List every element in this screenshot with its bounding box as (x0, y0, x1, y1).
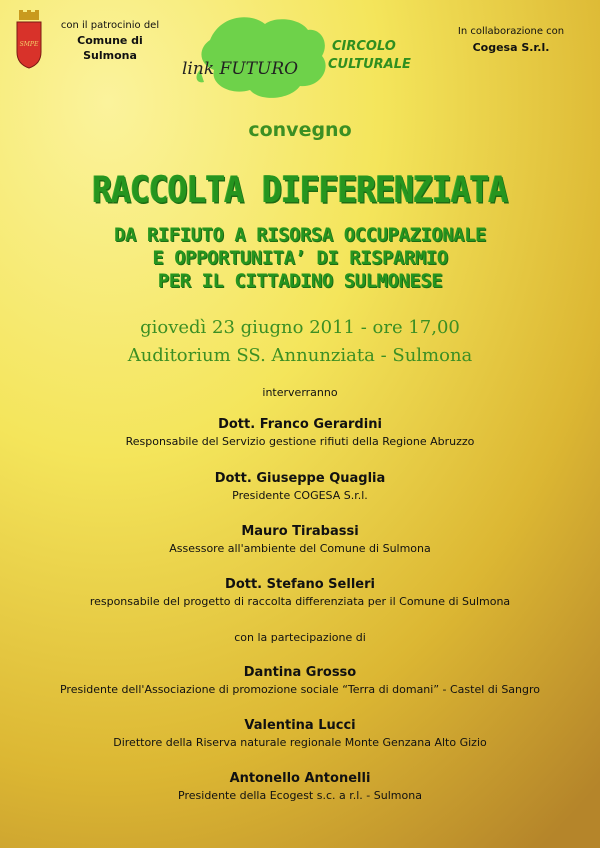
speaker-entry (0, 416, 600, 450)
patronage-block (50, 18, 170, 63)
subtitle-line-3: PER IL CITTADINO SULMONESE (157, 270, 443, 292)
patronage-line-1: con il patrocinio del (60, 20, 160, 31)
participant-name: Dantina Grosso (243, 665, 357, 680)
collab-line-1: In collaborazione con (457, 26, 565, 37)
speaker-entry (0, 576, 600, 610)
collab-line-2: Cogesa S.r.l. (472, 41, 550, 54)
patronage-line-3: Sulmona (83, 49, 137, 62)
collaboration-block (436, 24, 586, 56)
speaker-entry (0, 470, 600, 504)
speaker-role: responsabile del progetto di raccolta differenziata per il Comune di Sulmona (89, 595, 511, 608)
participant-name: Valentina Lucci (244, 718, 356, 733)
speaker-name: Dott. Stefano Selleri (225, 577, 375, 592)
participant-entry (0, 664, 600, 698)
speaker-name: Dott. Giuseppe Quaglia (214, 471, 386, 486)
speaker-role: Presidente COGESA S.r.l. (232, 489, 368, 502)
logo-text-culturale: CULTURALE (328, 57, 411, 72)
event-title: RACCOLTA DIFFERENZIATA (92, 168, 508, 211)
event-date: giovedì 23 giugno 2011 - ore 17,00 (140, 317, 460, 338)
event-subtitle (0, 224, 600, 293)
participant-entry (0, 717, 600, 751)
subtitle-line-1: DA RIFIUTO A RISORSA OCCUPAZIONALE (114, 224, 486, 246)
comune-crest-icon (14, 10, 44, 70)
speakers-intro: interverranno (262, 386, 338, 399)
participant-role: Presidente della Ecogest s.c. a r.l. - Sulmona (178, 789, 422, 802)
event-type: convegno (248, 119, 352, 141)
participant-role: Presidente dell'Associazione di promozione sociale “Terra di domani” - Castel di Sangro (59, 683, 541, 696)
subtitle-line-2: E OPPORTUNITA’ DI RISPARMIO (152, 247, 448, 269)
participant-entry (0, 770, 600, 804)
speaker-role: Assessore all'ambiente del Comune di Sulmona (169, 542, 431, 555)
participation-intro: con la partecipazione di (234, 631, 366, 644)
speaker-name: Mauro Tirabassi (241, 524, 359, 539)
link-futuro-logo (180, 10, 420, 102)
crest-text: SMPE (19, 41, 39, 48)
patronage-line-2: Comune di (77, 34, 143, 47)
participant-name: Antonello Antonelli (229, 771, 371, 786)
speaker-entry (0, 523, 600, 557)
participant-role: Direttore della Riserva naturale regionale Monte Genzana Alto Gizio (113, 736, 487, 749)
logo-text-circolo: CIRCOLO (332, 39, 396, 54)
speaker-name: Dott. Franco Gerardini (218, 417, 382, 432)
event-venue: Auditorium SS. Annunziata - Sulmona (127, 345, 473, 366)
logo-text-main: link FUTURO (182, 59, 299, 79)
speaker-role: Responsabile del Servizio gestione rifiuti della Regione Abruzzo (125, 435, 475, 448)
